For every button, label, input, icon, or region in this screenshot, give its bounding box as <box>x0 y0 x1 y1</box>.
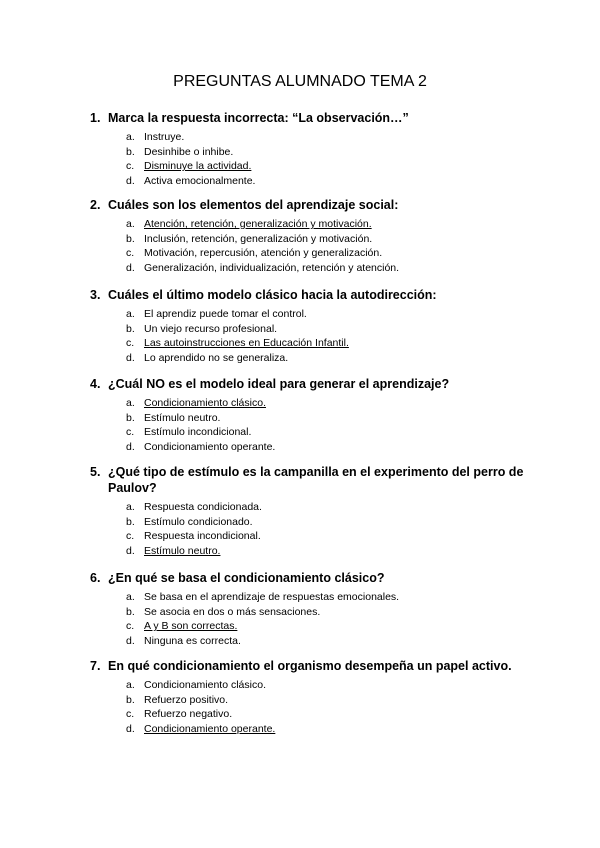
question-text: ¿Qué tipo de estímulo es la campanilla en el experimento del perro de Paulov? <box>108 465 524 495</box>
option-text: Estímulo neutro. <box>144 411 221 424</box>
question-5 <box>90 464 530 559</box>
option-text: Respuesta incondicional. <box>144 530 261 543</box>
question-3 <box>90 287 530 366</box>
question-heading <box>90 110 530 126</box>
question-number: 6. <box>90 571 101 585</box>
option-item <box>90 544 530 559</box>
option-letter: b. <box>126 145 135 158</box>
option-letter: a. <box>126 218 135 230</box>
option-letter: b. <box>126 693 135 706</box>
correct-option-text: Disminuye la actividad. <box>144 160 252 173</box>
question-text: En qué condicionamiento el organismo desempeña un papel activo. <box>108 659 512 673</box>
option-item <box>90 619 530 634</box>
question-number: 1. <box>90 111 101 125</box>
option-letter: b. <box>126 605 135 618</box>
question-2 <box>90 197 530 276</box>
option-item <box>90 678 530 693</box>
option-letter: c. <box>126 247 135 260</box>
option-list <box>90 590 530 649</box>
option-letter: c. <box>126 160 135 173</box>
option-letter: b. <box>126 322 135 335</box>
option-text: Condicionamiento clásico. <box>144 679 266 691</box>
option-item <box>90 722 530 737</box>
option-letter: d. <box>126 635 135 648</box>
option-letter: c. <box>126 620 135 633</box>
question-heading <box>90 570 530 586</box>
option-letter: d. <box>126 352 135 365</box>
option-item <box>90 322 530 337</box>
question-text: Marca la respuesta incorrecta: “La observación…” <box>108 111 409 125</box>
option-letter: c. <box>126 337 135 350</box>
option-letter: a. <box>126 501 135 513</box>
option-text: Ninguna es correcta. <box>144 635 241 648</box>
question-6 <box>90 570 530 649</box>
option-letter: c. <box>126 426 135 439</box>
option-letter: d. <box>126 723 135 736</box>
option-letter: d. <box>126 441 135 454</box>
question-heading <box>90 197 530 213</box>
option-letter: a. <box>126 131 135 143</box>
question-text: ¿En qué se basa el condicionamiento clásico? <box>108 571 385 585</box>
option-item <box>90 396 530 411</box>
option-item <box>90 425 530 440</box>
option-text: Estímulo incondicional. <box>144 426 252 439</box>
option-text: Condicionamiento operante. <box>144 441 276 454</box>
option-text: Estímulo condicionado. <box>144 515 253 528</box>
option-text: Se basa en el aprendizaje de respuestas emocionales. <box>144 591 400 603</box>
option-item <box>90 246 530 261</box>
option-letter: b. <box>126 411 135 424</box>
option-letter: d. <box>126 262 135 275</box>
option-item <box>90 351 530 366</box>
correct-option-text: Estímulo neutro. <box>144 545 221 558</box>
correct-option-text: Las autoinstrucciones en Educación Infantil. <box>144 337 349 350</box>
option-item <box>90 693 530 708</box>
option-item <box>90 634 530 649</box>
correct-option-text: Condicionamiento clásico. <box>144 397 266 409</box>
question-heading <box>90 658 530 674</box>
option-item <box>90 605 530 620</box>
question-1 <box>90 110 530 189</box>
option-list <box>90 678 530 737</box>
question-text: ¿Cuál NO es el modelo ideal para generar el aprendizaje? <box>108 377 450 391</box>
option-letter: a. <box>126 308 135 320</box>
option-text: Respuesta condicionada. <box>144 501 262 513</box>
correct-option-text: Atención, retención, generalización y motivación. <box>144 218 372 230</box>
option-text: Motivación, repercusión, atención y generalización. <box>144 247 383 260</box>
option-text: Instruye. <box>144 131 185 143</box>
option-list <box>90 130 530 189</box>
question-heading <box>90 464 530 496</box>
question-heading <box>90 287 530 303</box>
question-7 <box>90 658 530 737</box>
option-letter: a. <box>126 397 135 409</box>
option-letter: d. <box>126 545 135 558</box>
option-text: Generalización, individualización, retención y atención. <box>144 262 400 275</box>
option-text: Refuerzo negativo. <box>144 708 233 721</box>
option-letter: c. <box>126 708 135 721</box>
option-list <box>90 500 530 559</box>
option-item <box>90 159 530 174</box>
option-text: Inclusión, retención, generalización y motivación. <box>144 232 373 245</box>
option-text: Refuerzo positivo. <box>144 693 229 706</box>
option-text: Activa emocionalmente. <box>144 175 256 188</box>
correct-option-text: A y B son correctas. <box>144 620 238 633</box>
question-heading <box>90 376 530 392</box>
correct-option-text: Condicionamiento operante. <box>144 723 276 736</box>
question-number: 7. <box>90 659 101 673</box>
option-item <box>90 411 530 426</box>
option-list <box>90 217 530 276</box>
option-item <box>90 336 530 351</box>
question-number: 5. <box>90 465 101 479</box>
option-list <box>90 307 530 366</box>
option-item <box>90 500 530 515</box>
option-item <box>90 145 530 160</box>
option-list <box>90 396 530 455</box>
option-item <box>90 130 530 145</box>
option-item <box>90 590 530 605</box>
option-item <box>90 307 530 322</box>
option-text: El aprendiz puede tomar el control. <box>144 308 307 320</box>
option-letter: b. <box>126 232 135 245</box>
option-item <box>90 217 530 232</box>
option-letter: a. <box>126 679 135 691</box>
option-item <box>90 707 530 722</box>
question-4 <box>90 376 530 455</box>
question-number: 4. <box>90 377 101 391</box>
option-text: Un viejo recurso profesional. <box>144 322 278 335</box>
option-item <box>90 440 530 455</box>
option-letter: a. <box>126 591 135 603</box>
option-letter: b. <box>126 515 135 528</box>
question-text: Cuáles el último modelo clásico hacia la autodirección: <box>108 288 437 302</box>
option-item <box>90 174 530 189</box>
option-letter: d. <box>126 175 135 188</box>
question-number: 2. <box>90 198 101 212</box>
option-item <box>90 232 530 247</box>
option-text: Desinhibe o inhibe. <box>144 145 234 158</box>
option-item <box>90 261 530 276</box>
option-text: Lo aprendido no se generaliza. <box>144 352 289 365</box>
page-title: PREGUNTAS ALUMNADO TEMA 2 <box>173 73 427 90</box>
option-text: Se asocia en dos o más sensaciones. <box>144 605 321 618</box>
question-text: Cuáles son los elementos del aprendizaje social: <box>108 198 399 212</box>
question-number: 3. <box>90 288 101 302</box>
option-letter: c. <box>126 530 135 543</box>
option-item <box>90 515 530 530</box>
option-item <box>90 529 530 544</box>
